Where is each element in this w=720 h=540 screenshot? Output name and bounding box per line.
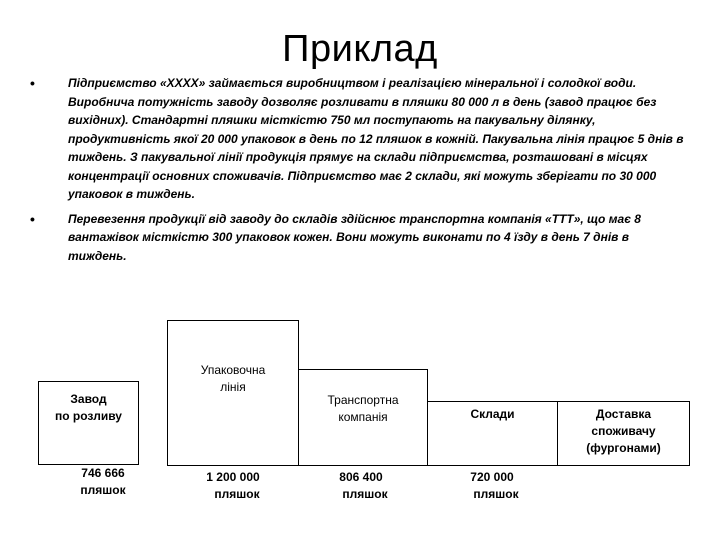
bullet-item — [30, 74, 690, 204]
consumer-delivery-box-line1: Доставка — [595, 407, 652, 421]
bullet-text: Перевезення продукції від заводу до складів здійснює транспортна компанія «ТТТ», що має 8 вантажівок місткістю 300 упаковок кожен. Вони можуть виконати по 4 їзду в день 7 днів в тиждень. — [68, 211, 641, 263]
consumer-delivery-box — [557, 401, 690, 466]
capacity-unit: пляшок — [80, 483, 126, 497]
factory-box-line1: Завод — [70, 392, 107, 406]
capacity-value: 720 000 — [470, 470, 514, 484]
consumer-delivery-box-line2: споживачу — [591, 424, 656, 438]
factory-box — [38, 381, 139, 465]
warehouses-box — [427, 401, 558, 466]
capacity-value: 806 400 — [339, 470, 383, 484]
slide-title: Приклад — [282, 28, 438, 70]
packing-line-box-line2: лінія — [220, 380, 246, 394]
factory-box-line2: по розливу — [55, 409, 122, 423]
capacity-label — [437, 469, 547, 503]
capacity-label — [178, 469, 288, 503]
bullet-dot-icon: • — [30, 210, 35, 227]
consumer-delivery-box-line3: (фургонами) — [586, 441, 661, 455]
warehouses-box-line1: Склади — [470, 407, 515, 421]
capacity-value: 746 666 — [81, 466, 125, 480]
bullet-dot-icon: • — [30, 75, 35, 91]
transport-company-box-line2: компанія — [338, 410, 388, 424]
transport-company-box-line1: Транспортна — [327, 393, 399, 407]
capacity-unit: пляшок — [342, 487, 388, 501]
bullet-item — [30, 210, 690, 266]
capacity-unit: пляшок — [473, 487, 519, 501]
bullet-text: Підприємство «ХХХХ» займається виробництвом і реалізацією мінеральної і солодкої води. Виробнича потужність заводу дозволяє розливати в пляшки 80 000 л в день (завод працює без вихідних). Стандартні пляшки місткістю 750 мл поступають на пакувальну ділянку, продуктивність якої 20 000 упаковок в день по 12 пляшок в кожній. Пакувальна лінія працює 5 днів в тиждень. З пакувальної лінії продукція прямує на склади підприємства, розташовані в місцях концентрації основних споживачів. Підприємство має 2 склади, які можуть зберігати по 30 000 упаковок в тиждень. — [68, 76, 684, 201]
capacity-value: 1 200 000 — [206, 470, 260, 484]
bullet-list — [30, 74, 690, 271]
transport-company-box — [298, 369, 428, 466]
capacity-unit: пляшок — [214, 487, 260, 501]
packing-line-box — [167, 320, 299, 466]
packing-line-box-line1: Упаковочна — [200, 363, 266, 377]
capacity-label — [306, 469, 416, 503]
capacity-label — [48, 465, 158, 499]
